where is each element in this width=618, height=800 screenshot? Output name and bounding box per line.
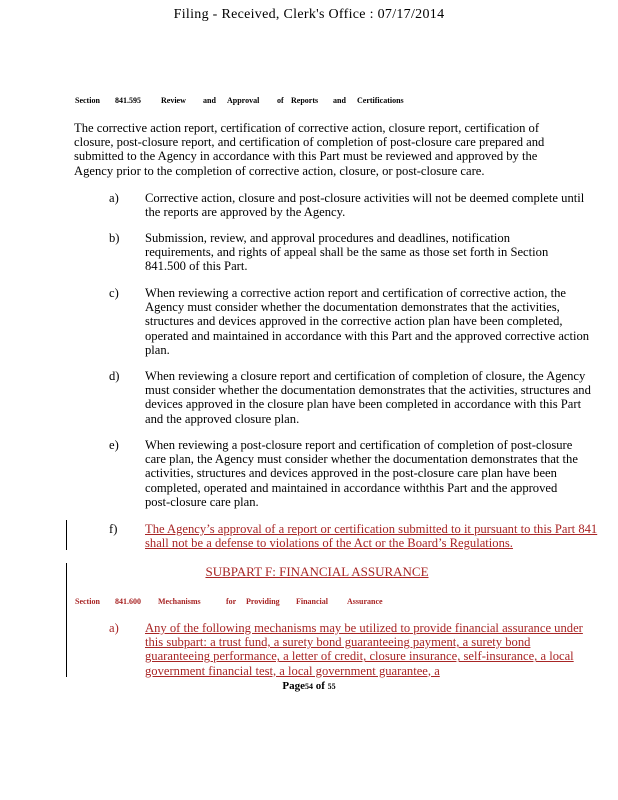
heading-word: of [277, 96, 284, 105]
heading-word: Section [75, 96, 100, 105]
item-label: b) [109, 231, 120, 245]
heading-word: Approval [227, 96, 260, 105]
section-595-heading [75, 96, 404, 105]
item-text: Submission, review, and approval procedures and deadlines, notification requirements, and rights of appeal shall be the same as those set forth in Section 841.500 of this Part. [145, 231, 549, 274]
revision-bar [66, 563, 67, 677]
section-595-intro: The corrective action report, certification of corrective action, closure report, certification of closure, post-closure report, and certification of completion of post-closure care prepared and submitted to the Agency in accordance with this Part must be reviewed and approved by the Agency prior to the completion of corrective action, closure, or post-closure care. [74, 121, 545, 178]
subpart-title [0, 564, 618, 580]
of-word: of [315, 680, 325, 692]
heading-word: Reports [291, 96, 319, 105]
heading-word: 841.600 [115, 597, 141, 606]
item-label: a) [109, 191, 119, 205]
heading-word: Assurance [347, 597, 383, 606]
heading-word: Providing [246, 597, 280, 606]
item-text: When reviewing a closure report and certification of completion of closure, the Agency must consider whether the documentation demonstrates that the activities, structures and devices approved in the closure plan have been completed in accordance with this Part and the approved closure plan. [145, 369, 591, 426]
page-number: 54 [304, 682, 313, 691]
item-label: d) [109, 369, 120, 383]
item-text: Corrective action, closure and post-closure activities will not be deemed complete until the reports are approved by the Agency. [145, 191, 585, 220]
item-label: f) [109, 522, 118, 536]
page-footer [0, 680, 618, 692]
filing-header: Filing - Received, Clerk's Office : 07/17/2014 [173, 7, 445, 22]
item-label: a) [109, 621, 119, 635]
heading-word: Section [75, 597, 100, 606]
heading-word: Financial [296, 597, 329, 606]
item-label: c) [109, 286, 119, 300]
item-text: When reviewing a corrective action report and certification of corrective action, the Agency must consider whether the documentation demonstrates that the activities, structures and devices approved in the corrective action plan have been completed, operated and maintained in accordance with this Part and the approved corrective action plan. [145, 286, 590, 357]
heading-word: 841.595 [115, 96, 141, 105]
heading-word: and [333, 96, 346, 105]
section-600-heading [75, 597, 403, 606]
item-text-amended: The Agency’s approval of a report or certification submitted to it pursuant to this Part 841 shall not be a defense to violations of the Act or the Board’s Regulations. [145, 522, 598, 551]
heading-word: for [226, 597, 237, 606]
heading-word: and [203, 96, 216, 105]
revision-bar [66, 520, 67, 550]
heading-word: Mechanisms [158, 597, 201, 606]
item-text: When reviewing a post-closure report and certification of completion of post-closure care plan, the Agency must consider whether the documentation demonstrates that the activities, structures and devices approved in the post-closure care plan have been completed, operated and maintained in accordance withthis Part and the approved post-closure care plan. [145, 438, 578, 509]
page-total: 55 [327, 682, 336, 691]
item-label: e) [109, 438, 119, 452]
page-word: Page [282, 680, 305, 692]
heading-word: Review [161, 96, 186, 105]
heading-word: Certifications [357, 96, 404, 105]
subpart-title-text: SUBPART F: FINANCIAL ASSURANCE [205, 564, 429, 579]
item-text-amended: Any of the following mechanisms may be utilized to provide financial assurance under this subpart: a trust fund, a surety bond guaranteeing payment, a surety bond guaranteeing performance, a letter of credit, closure insurance, self-insurance, a local government financial test, a local government guarantee, a [145, 621, 583, 678]
